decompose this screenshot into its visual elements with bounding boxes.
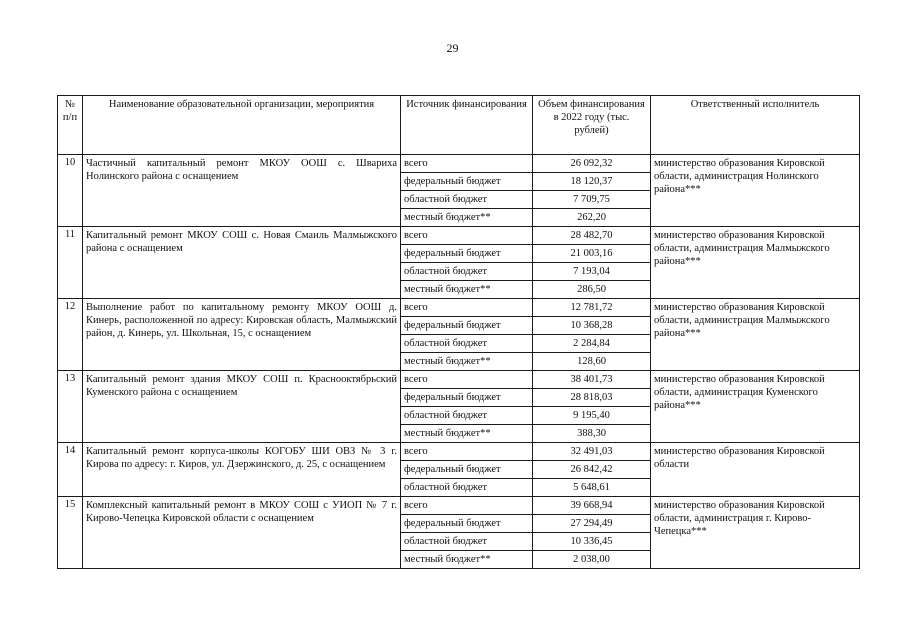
funding-source: всего [401, 155, 533, 173]
funding-source: федеральный бюджет [401, 173, 533, 191]
funding-source: всего [401, 299, 533, 317]
funding-amount: 28 818,03 [533, 389, 651, 407]
header-amount: Объем финансирования в 2022 году (тыс. рублей) [533, 96, 651, 155]
funding-source: федеральный бюджет [401, 317, 533, 335]
funding-source: федеральный бюджет [401, 515, 533, 533]
activity-name: Комплексный капитальный ремонт в МКОУ СОШ с УИОП № 7 г. Кирово-Чепецка Кировской области с оснащением [83, 497, 401, 569]
header-source: Источник финансирования [401, 96, 533, 155]
responsible-executor: министерство образования Кировской области, администрация г. Кирово-Чепецка*** [651, 497, 860, 569]
table-row [58, 371, 860, 389]
table-row [58, 443, 860, 461]
funding-amount: 12 781,72 [533, 299, 651, 317]
funding-amount: 262,20 [533, 209, 651, 227]
funding-source: всего [401, 371, 533, 389]
row-number: 12 [58, 299, 83, 371]
funding-source: областной бюджет [401, 479, 533, 497]
row-number: 10 [58, 155, 83, 227]
funding-amount: 5 648,61 [533, 479, 651, 497]
funding-amount: 38 401,73 [533, 371, 651, 389]
funding-amount: 7 193,04 [533, 263, 651, 281]
activity-name: Капитальный ремонт МКОУ СОШ с. Новая Смаиль Малмыжского района с оснащением [83, 227, 401, 299]
header-responsible: Ответственный исполнитель [651, 96, 860, 155]
funding-source: федеральный бюджет [401, 461, 533, 479]
funding-amount: 388,30 [533, 425, 651, 443]
funding-amount: 27 294,49 [533, 515, 651, 533]
responsible-executor: министерство образования Кировской области, администрация Нолинского района*** [651, 155, 860, 227]
funding-amount: 10 336,45 [533, 533, 651, 551]
responsible-executor: министерство образования Кировской области, администрация Куменского района*** [651, 371, 860, 443]
funding-source: местный бюджет** [401, 425, 533, 443]
funding-amount: 28 482,70 [533, 227, 651, 245]
activity-name: Выполнение работ по капитальному ремонту МКОУ ООШ д. Кинерь, расположенной по адресу: Кировская область, Малмыжский район, д. Кинерь, ул. Школьная, 15, с оснащением [83, 299, 401, 371]
row-number: 13 [58, 371, 83, 443]
table-body [58, 155, 860, 569]
funding-amount: 128,60 [533, 353, 651, 371]
funding-source: всего [401, 497, 533, 515]
funding-amount: 10 368,28 [533, 317, 651, 335]
funding-amount: 2 284,84 [533, 335, 651, 353]
funding-amount: 9 195,40 [533, 407, 651, 425]
row-number: 11 [58, 227, 83, 299]
table-row [58, 227, 860, 245]
funding-source: местный бюджет** [401, 281, 533, 299]
table-header-row [58, 96, 860, 155]
funding-amount: 286,50 [533, 281, 651, 299]
page-number: 29 [446, 41, 459, 55]
table-row [58, 155, 860, 173]
funding-source: федеральный бюджет [401, 245, 533, 263]
funding-amount: 21 003,16 [533, 245, 651, 263]
funding-amount: 26 842,42 [533, 461, 651, 479]
activity-name: Частичный капитальный ремонт МКОУ ООШ с. Шварихa Нолинского района с оснащением [83, 155, 401, 227]
funding-source: местный бюджет** [401, 551, 533, 569]
activity-name: Капитальный ремонт корпуса-школы КОГОБУ ШИ ОВЗ № 3 г. Кирова по адресу: г. Киров, ул. Дзержинского, д. 25, с оснащением [83, 443, 401, 497]
funding-source: областной бюджет [401, 533, 533, 551]
funding-source: всего [401, 443, 533, 461]
funding-source: областной бюджет [401, 407, 533, 425]
funding-table [57, 95, 860, 569]
header-name: Наименование образовательной организации, мероприятия [83, 96, 401, 155]
table-row [58, 299, 860, 317]
funding-amount: 26 092,32 [533, 155, 651, 173]
funding-source: федеральный бюджет [401, 389, 533, 407]
funding-source: областной бюджет [401, 335, 533, 353]
responsible-executor: министерство образования Кировской области [651, 443, 860, 497]
row-number: 15 [58, 497, 83, 569]
funding-amount: 32 491,03 [533, 443, 651, 461]
header-num: № п/п [58, 96, 83, 155]
responsible-executor: министерство образования Кировской области, администрация Малмыжского района*** [651, 299, 860, 371]
funding-amount: 18 120,37 [533, 173, 651, 191]
responsible-executor: министерство образования Кировской области, администрация Малмыжского района*** [651, 227, 860, 299]
funding-source: областной бюджет [401, 191, 533, 209]
funding-source: местный бюджет** [401, 209, 533, 227]
activity-name: Капитальный ремонт здания МКОУ СОШ п. Краснооктябрьский Куменского района с оснащением [83, 371, 401, 443]
funding-amount: 39 668,94 [533, 497, 651, 515]
funding-source: всего [401, 227, 533, 245]
table-row [58, 497, 860, 515]
row-number: 14 [58, 443, 83, 497]
funding-amount: 7 709,75 [533, 191, 651, 209]
funding-amount: 2 038,00 [533, 551, 651, 569]
funding-source: местный бюджет** [401, 353, 533, 371]
funding-source: областной бюджет [401, 263, 533, 281]
